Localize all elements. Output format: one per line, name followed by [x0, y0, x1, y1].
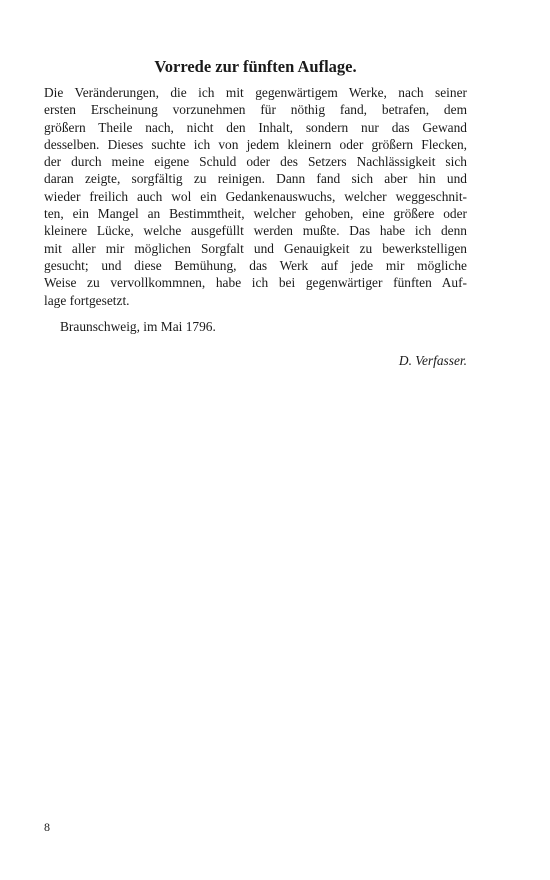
paragraph-line: der durch meine eigene Schuld oder des Setzers Nachlässigkeit sich: [44, 154, 467, 170]
paragraph-line: mit aller mir möglichen Sorgfalt und Genauigkeit zu bewerkstelligen: [44, 240, 467, 256]
paragraph-line: Die Veränderungen, die ich mit gegenwärtigem Werke, nach seiner: [44, 85, 467, 100]
paragraph-line: wieder freilich auch wol ein Gedankenauswuchs, welcher weggeschnit-: [44, 188, 467, 204]
paragraph-line: ten, ein Mangel an Bestimmtheit, welcher gehoben, eine größere oder: [44, 206, 467, 222]
paragraph-line: kleinere Lücke, welche ausgefüllt werden mußte. Das habe ich denn: [44, 223, 467, 239]
paragraph-line: größern Theile nach, nicht den Inhalt, sondern nur das Gewand: [44, 119, 467, 135]
signature: D. Verfasser.: [398, 353, 467, 368]
place-date: Braunschweig, im Mai 1796.: [60, 319, 216, 334]
paragraph-line: desselben. Dieses suchte ich von jedem kleinern oder größern Flecken,: [44, 136, 467, 152]
page-number: 8: [44, 820, 50, 834]
page-title: Vorrede zur fünften Auflage.: [154, 57, 357, 76]
paragraph-line: lage fortgesetzt.: [44, 292, 130, 308]
paragraph-line: gesucht; und diese Bemühung, das Werk auf jede mir mögliche: [44, 257, 467, 273]
preface-paragraph: [44, 84, 467, 309]
paragraph-line: ersten Erscheinung vorzunehmen für nöthig fand, betrafen, dem: [44, 102, 467, 118]
paragraph-line: daran zeigte, sorgfältig zu reinigen. Dann fand sich aber hin und: [44, 171, 467, 187]
paragraph-line: Weise zu vervollkommnen, habe ich bei gegenwärtiger fünften Auf-: [44, 275, 467, 291]
